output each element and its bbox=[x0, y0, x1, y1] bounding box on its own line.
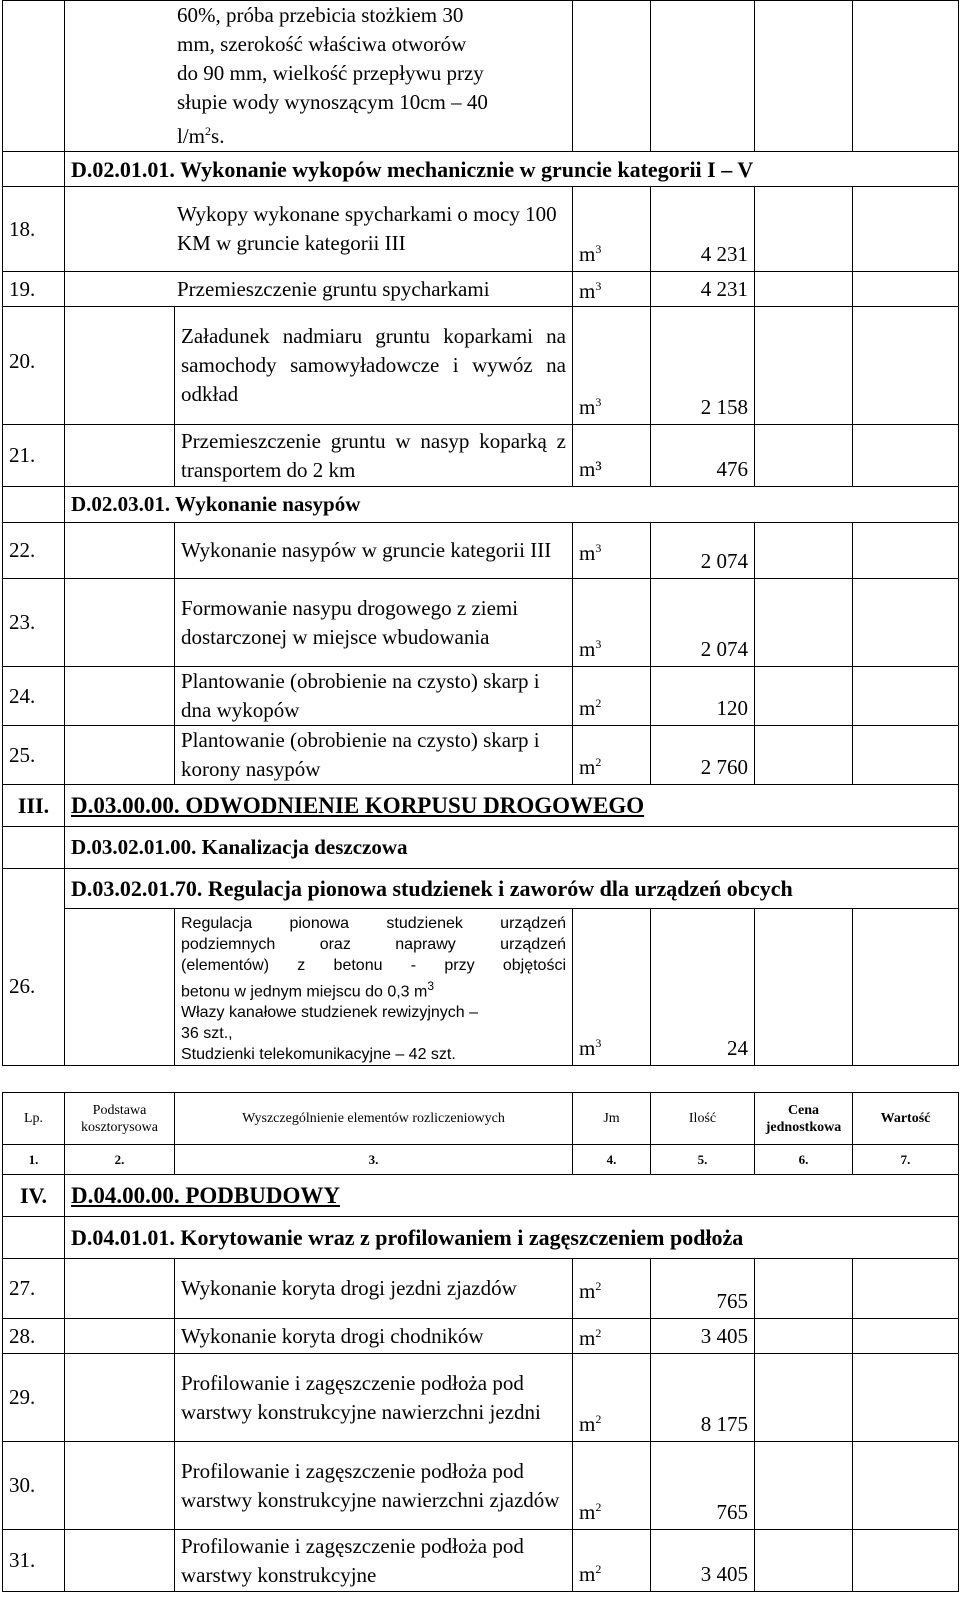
row-description: Formowanie nasypu drogowego z ziemi dostarczonej w miejsce wbudowania bbox=[175, 579, 573, 667]
row-lp: 28. bbox=[3, 1319, 65, 1354]
row-quantity: 765 bbox=[651, 1442, 755, 1530]
section-header-row bbox=[3, 1175, 959, 1217]
column-number: 6. bbox=[755, 1145, 853, 1175]
section-d03020170-title: D.03.02.01.70. Regulacja pionowa studzienek i zaworów dla urządzeń obcych bbox=[65, 869, 959, 909]
row-description: Profilowanie i zagęszczenie podłoża pod warstwy konstrukcyjne nawierzchni jezdni bbox=[175, 1354, 573, 1442]
table-row bbox=[3, 667, 959, 726]
row-description: Profilowanie i zagęszczenie podłoża pod warstwy konstrukcyjne bbox=[175, 1530, 573, 1592]
row-description: Załadunek nadmiaru gruntu koparkami na samochody samowyładowcze i wywóz na odkład bbox=[175, 307, 573, 425]
row-description: Regulacja pionowa studzienek urządzeń podziemnych oraz naprawy urządzeń (elementów) z betonu - przy objętości betonu w jednym miejscu do 0,3 $m^3$ Włazy kanałowe studzienek rewizyjnych – 36 szt., Studzienki telekomunikacyjne – 42 szt. bbox=[175, 909, 573, 1066]
row-quantity: 2 074 bbox=[651, 579, 755, 667]
table-row bbox=[3, 425, 959, 487]
row-quantity: 3 405 bbox=[651, 1319, 755, 1354]
row-description: Wykonanie nasypów w gruncie kategorii III bbox=[175, 523, 573, 579]
row-lp: 25. bbox=[3, 726, 65, 785]
table-row bbox=[3, 909, 959, 1066]
row-unit: $m^3$ bbox=[579, 1036, 602, 1061]
section-d040000-title: D.04.00.00. PODBUDOWY bbox=[65, 1175, 959, 1217]
table-row bbox=[3, 1354, 959, 1442]
header-podstawa: Podstawa kosztorysowa bbox=[65, 1093, 175, 1145]
row-description: Przemieszczenie gruntu spycharkami bbox=[65, 272, 573, 307]
row-unit: $m^3$ bbox=[579, 395, 602, 419]
row-unit: $m^3$ bbox=[579, 242, 602, 266]
section-header-row bbox=[3, 152, 959, 187]
row-lp: 22. bbox=[3, 523, 65, 579]
column-number: 5. bbox=[651, 1145, 755, 1175]
row-lp: 27. bbox=[3, 1259, 65, 1319]
table-row bbox=[3, 1530, 959, 1592]
header-wyszczegolnienie: Wyszczególnienie elementów rozliczeniowych bbox=[175, 1093, 573, 1145]
row-unit: $m^2$ bbox=[579, 1278, 602, 1303]
row-unit: $m^2$ bbox=[579, 1562, 602, 1586]
section-header-row bbox=[3, 785, 959, 827]
column-number: 7. bbox=[853, 1145, 959, 1175]
row-description: Profilowanie i zagęszczenie podłoża pod warstwy konstrukcyjne nawierzchni zjazdów bbox=[175, 1442, 573, 1530]
column-number: 1. bbox=[3, 1145, 65, 1175]
section-d040101-title: D.04.01.01. Korytowanie wraz z profilowaniem i zagęszczeniem podłoża bbox=[65, 1217, 959, 1259]
table-row bbox=[3, 187, 959, 272]
header-cena: Cena jednostkowa bbox=[755, 1093, 853, 1145]
row-description: Wykopy wykonane spycharkami o mocy 100 KM w gruncie kategorii III bbox=[65, 187, 573, 272]
items-table-bottom bbox=[2, 1092, 959, 1592]
row-description: Plantowanie (obrobienie na czysto) skarp i korony nasypów bbox=[175, 726, 573, 785]
row-description: Wykonanie koryta drogi chodników bbox=[175, 1319, 573, 1354]
row-unit: $m^2$ bbox=[579, 1500, 602, 1524]
roman-numeral-iii: III. bbox=[3, 785, 65, 827]
row-quantity: 2 074 bbox=[651, 523, 755, 579]
header-ilosc: Ilość bbox=[651, 1093, 755, 1145]
table-row bbox=[3, 1259, 959, 1319]
section-header-row bbox=[3, 487, 959, 523]
column-number: 4. bbox=[573, 1145, 651, 1175]
row-quantity: 3 405 bbox=[651, 1530, 755, 1592]
row-quantity: 4 231 bbox=[651, 272, 755, 307]
row-lp: 24. bbox=[3, 667, 65, 726]
row-quantity: 4 231 bbox=[651, 187, 755, 272]
column-number: 2. bbox=[65, 1145, 175, 1175]
row-unit: $m^2$ bbox=[579, 755, 602, 779]
row-lp: 18. bbox=[3, 187, 65, 272]
row-quantity: 765 bbox=[651, 1259, 755, 1319]
table-row bbox=[3, 726, 959, 785]
row-quantity: 2 158 bbox=[651, 307, 755, 425]
row-description: Plantowanie (obrobienie na czysto) skarp i dna wykopów bbox=[175, 667, 573, 726]
table-row bbox=[3, 272, 959, 307]
row-quantity: 2 760 bbox=[651, 726, 755, 785]
table-row bbox=[3, 307, 959, 425]
row-lp: 30. bbox=[3, 1442, 65, 1530]
row-lp: 20. bbox=[3, 307, 65, 425]
row-lp: 26. bbox=[3, 909, 65, 1066]
row-unit: $m^3$ bbox=[579, 540, 602, 565]
header-lp: Lp. bbox=[3, 1093, 65, 1145]
section-header-row bbox=[3, 1217, 959, 1259]
column-number-row bbox=[3, 1145, 959, 1175]
row-lp: 29. bbox=[3, 1354, 65, 1442]
intro-text: 60%, próba przebicia stożkiem 30 mm, szerokość właściwa otworów do 90 mm, wielkość przepływu przy słupie wody wynoszącym 10cm – 40 $l/m^2s$. bbox=[65, 1, 573, 152]
row-quantity: 120 bbox=[651, 667, 755, 726]
row-lp: 31. bbox=[3, 1530, 65, 1592]
row-unit: $m^2$ bbox=[579, 1326, 602, 1350]
header-row bbox=[3, 1093, 959, 1145]
row-quantity: 8 175 bbox=[651, 1354, 755, 1442]
table-row bbox=[3, 579, 959, 667]
header-wartosc: Wartość bbox=[853, 1093, 959, 1145]
table-row bbox=[3, 1319, 959, 1354]
section-d030201-title: D.03.02.01.00. Kanalizacja deszczowa bbox=[65, 827, 959, 869]
row-description: Przemieszczenie gruntu w nasyp koparką z transportem do 2 km bbox=[175, 425, 573, 487]
row-unit: $m^3$ bbox=[579, 279, 602, 303]
table-row bbox=[3, 1442, 959, 1530]
row-quantity: 476 bbox=[651, 425, 755, 487]
section-d030000-title: D.03.00.00. ODWODNIENIE KORPUSU DROGOWEGO bbox=[65, 785, 959, 827]
row-quantity: 24 bbox=[651, 909, 755, 1066]
row-lp: 19. bbox=[3, 272, 65, 307]
row-unit: $m^2$ bbox=[579, 696, 602, 720]
row-unit: $m^3$ bbox=[579, 637, 602, 661]
column-number: 3. bbox=[175, 1145, 573, 1175]
section-d020101-title: D.02.01.01. Wykonanie wykopów mechanicznie w gruncie kategorii I – V bbox=[65, 152, 959, 187]
roman-numeral-iv: IV. bbox=[3, 1175, 65, 1217]
row-description: Wykonanie koryta drogi jezdni zjazdów bbox=[175, 1259, 573, 1319]
table-row bbox=[3, 523, 959, 579]
items-table-top bbox=[2, 0, 959, 1066]
row-unit: $m^2$ bbox=[579, 1412, 602, 1436]
section-d020301-title: D.02.03.01. Wykonanie nasypów bbox=[65, 487, 959, 523]
section-header-row bbox=[3, 869, 959, 909]
row-lp: 23. bbox=[3, 579, 65, 667]
row-unit: m³ bbox=[579, 457, 602, 481]
row-lp: 21. bbox=[3, 425, 65, 487]
section-header-row bbox=[3, 827, 959, 869]
table-row bbox=[3, 1, 959, 152]
header-jm: Jm bbox=[573, 1093, 651, 1145]
